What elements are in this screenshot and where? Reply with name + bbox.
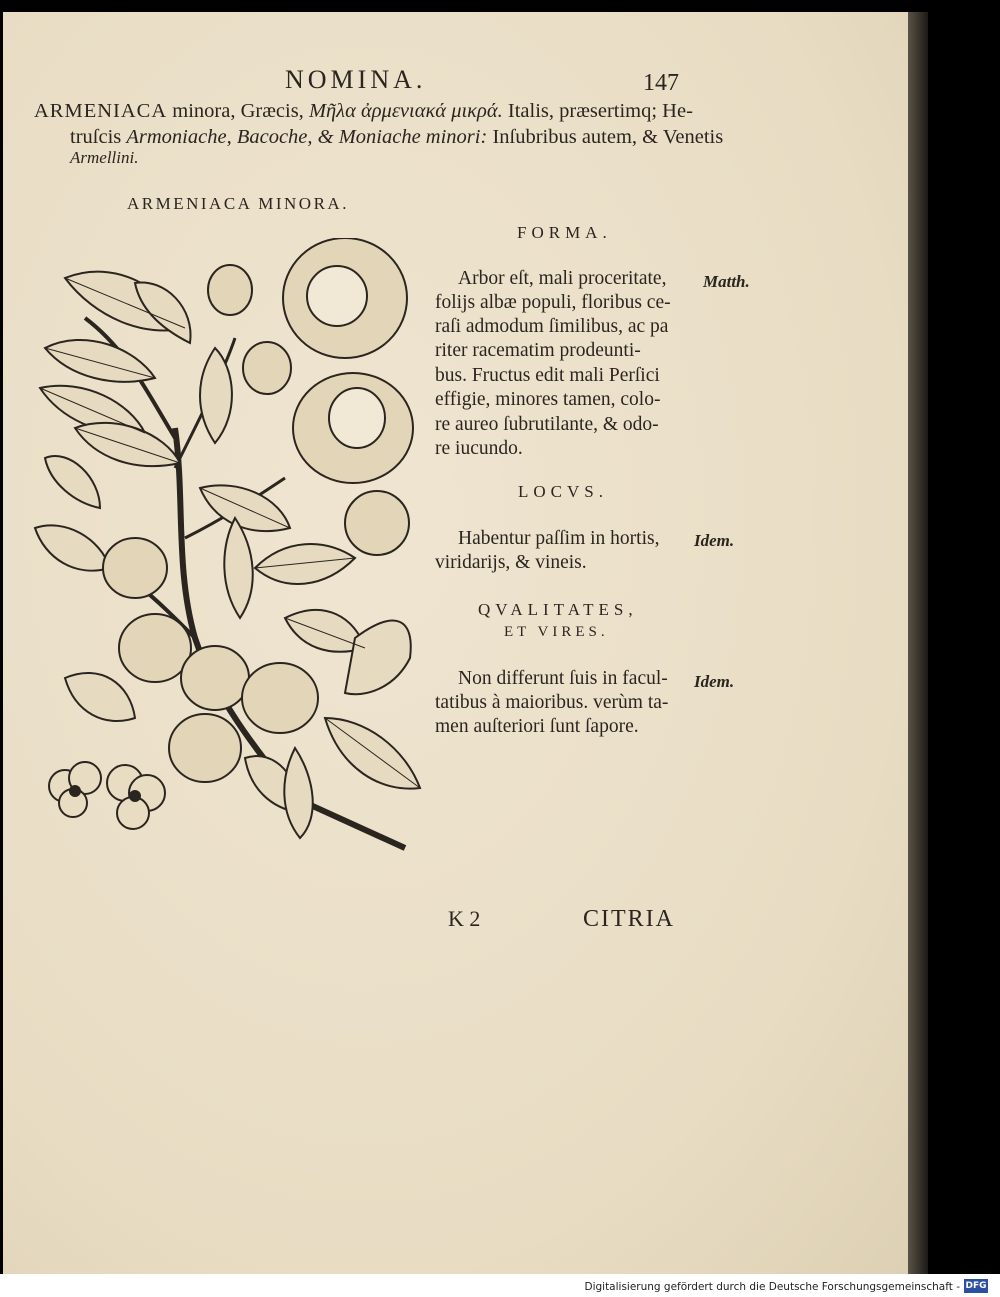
locus-line-2: viridarijs, & vineis. [435, 552, 587, 573]
qualitates-margin-note: Idem. [694, 672, 735, 691]
page-number: 147 [643, 70, 679, 96]
forma-margin-note: Matth. [703, 272, 750, 291]
figure-caption: ARMENIACA MINORA. [127, 194, 349, 213]
nomina-text-1b: Italis, præsertimq; He- [502, 100, 693, 122]
locus-line-1: Habentur paſſim in hortis, [458, 528, 660, 549]
forma-line-4: riter racematim prodeunti- [435, 340, 641, 361]
forma-line-3: raſi admodum ſimilibus, ac pa [435, 316, 669, 337]
forma-line-1: Arbor eſt, mali proceritate, [458, 268, 667, 289]
running-head: NOMINA. [285, 65, 427, 94]
dfg-logo[interactable]: DFG [965, 1281, 987, 1291]
nomina-line-3: Armellini. [70, 148, 139, 167]
qualitates-line-3: men auſteriori ſunt ſapore. [435, 716, 639, 737]
forma-heading: FORMA. [517, 223, 612, 242]
locus-heading: LOCVS. [518, 482, 608, 501]
forma-line-6: effigie, minores tamen, colo- [435, 389, 661, 410]
nomina-text-2a: truſcis [70, 126, 127, 148]
signature-mark: K 2 [448, 906, 481, 931]
footer-credit: Digitalisierung gefördert durch die Deutsche Forschungsgemeinschaft - [584, 1281, 960, 1293]
woodcut-illustration [25, 238, 445, 878]
forma-line-7: re aureo ſubrutilante, & odo- [435, 414, 659, 435]
locus-margin-note: Idem. [694, 531, 735, 550]
nomina-greek: Μῆλα ἀρμενιακά μικρά. [308, 100, 503, 122]
forma-line-5: bus. Fructus edit mali Perſici [435, 365, 660, 386]
qualitates-subheading: ET VIRES. [504, 624, 609, 640]
nomina-italian-names: Armoniache, Bacoche, & Moniache minori: [126, 126, 488, 148]
qualitates-line-1: Non differunt ſuis in facul- [458, 668, 668, 689]
nomina-lemma: ARMENIACA [34, 100, 168, 122]
qualitates-heading: QVALITATES, [478, 600, 638, 619]
page-edge-shadow [908, 12, 928, 1274]
nomina-line-1 [34, 100, 693, 123]
nomina-text-1: minora, Græcis, [167, 100, 309, 122]
nomina-text-2b: Inſubribus autem, & Venetis [487, 126, 724, 148]
catchword: CITRIA [583, 906, 675, 932]
nomina-line-2 [70, 126, 723, 149]
forma-line-2: folijs albæ populi, floribus ce- [435, 292, 671, 313]
forma-line-8: re iucundo. [435, 438, 523, 459]
qualitates-line-2: tatibus à maioribus. verùm ta- [435, 692, 669, 713]
